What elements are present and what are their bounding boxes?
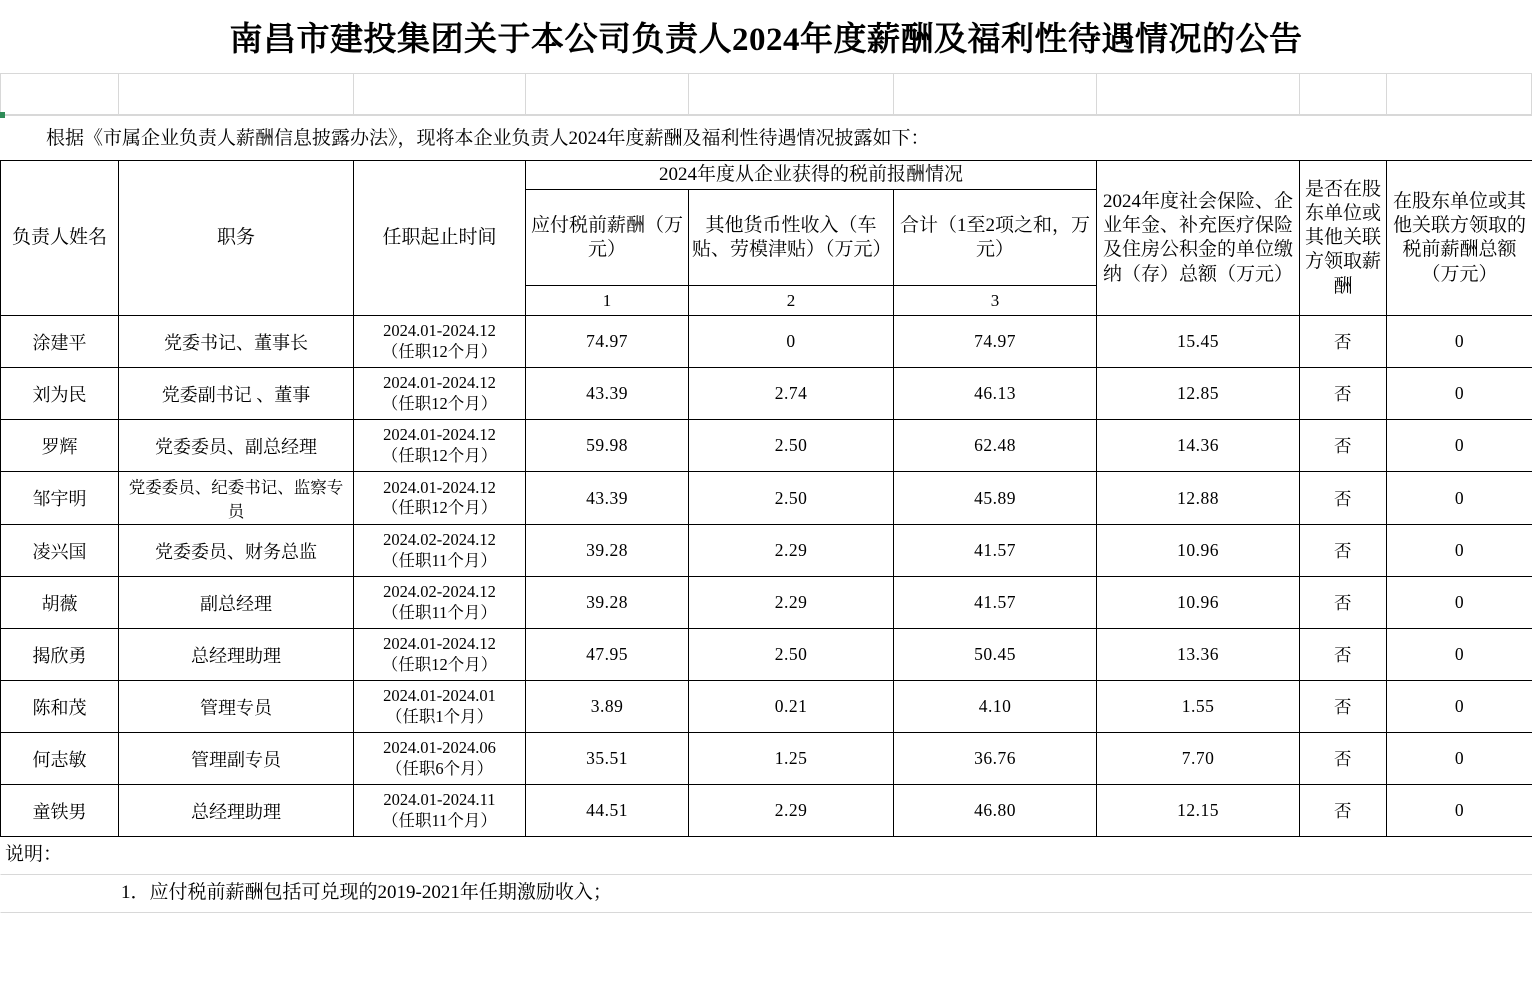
notes-section [0, 837, 1532, 912]
cell-name: 邹宇明 [1, 472, 119, 525]
cell-amount: 0 [1387, 629, 1532, 681]
cell-amount: 0 [1387, 577, 1532, 629]
cell-total: 50.45 [894, 629, 1097, 681]
period-line-2: （任职12个月） [381, 498, 498, 518]
cell-salary: 44.51 [526, 785, 689, 837]
period-line-1: 2024.01-2024.12 [383, 373, 496, 393]
period-line-1: 2024.01-2024.11 [383, 790, 496, 810]
cell-flag: 否 [1300, 316, 1387, 368]
cell-total: 36.76 [894, 733, 1097, 785]
cell-period [354, 420, 526, 472]
period-line-2: （任职12个月） [381, 654, 498, 674]
cell-flag: 否 [1300, 733, 1387, 785]
table-body [1, 316, 1532, 837]
cell-total: 41.57 [894, 525, 1097, 577]
cell-name: 何志敏 [1, 733, 119, 785]
cell-social: 12.85 [1097, 368, 1300, 420]
cell-amount: 0 [1387, 525, 1532, 577]
period-line-2: （任职11个月） [382, 602, 497, 622]
period-line-2: （任职12个月） [381, 393, 498, 413]
cell-flag: 否 [1300, 629, 1387, 681]
cell-social: 13.36 [1097, 629, 1300, 681]
th-name: 负责人姓名 [1, 161, 119, 316]
period-line-1: 2024.02-2024.12 [383, 582, 496, 602]
cell-salary: 39.28 [526, 525, 689, 577]
grid-line [688, 74, 689, 114]
cell-social: 12.15 [1097, 785, 1300, 837]
cell-name: 罗辉 [1, 420, 119, 472]
table-row [1, 368, 1532, 420]
th-num-3: 3 [894, 286, 1097, 316]
grid-line [1386, 74, 1387, 114]
cell-social: 10.96 [1097, 577, 1300, 629]
cell-post: 党委委员、副总经理 [119, 420, 354, 472]
period-line-1: 2024.01-2024.12 [383, 425, 496, 445]
cell-amount: 0 [1387, 420, 1532, 472]
cell-post: 党委副书记 、董事 [119, 368, 354, 420]
cell-period [354, 629, 526, 681]
cell-period [354, 472, 526, 525]
cell-salary: 43.39 [526, 472, 689, 525]
cell-other: 2.74 [689, 368, 894, 420]
th-salary: 应付税前薪酬（万元） [526, 190, 689, 286]
compensation-table [0, 160, 1532, 837]
cell-salary: 35.51 [526, 733, 689, 785]
grid-line [893, 74, 894, 114]
cell-other: 2.50 [689, 472, 894, 525]
cell-period [354, 681, 526, 733]
grid-line [525, 74, 526, 114]
cell-total: 62.48 [894, 420, 1097, 472]
table-row [1, 629, 1532, 681]
th-num-2: 2 [689, 286, 894, 316]
table-row [1, 681, 1532, 733]
table-row [1, 577, 1532, 629]
cell-post: 管理副专员 [119, 733, 354, 785]
period-line-2: （任职11个月） [382, 810, 497, 830]
cell-name: 陈和茂 [1, 681, 119, 733]
table-row [1, 733, 1532, 785]
cell-name: 涂建平 [1, 316, 119, 368]
cell-flag: 否 [1300, 785, 1387, 837]
green-marker-icon [0, 112, 5, 118]
cell-post: 总经理助理 [119, 785, 354, 837]
cell-amount: 0 [1387, 316, 1532, 368]
cell-post: 总经理助理 [119, 629, 354, 681]
period-line-2: （任职12个月） [381, 445, 498, 465]
cell-name: 凌兴国 [1, 525, 119, 577]
cell-other: 2.29 [689, 785, 894, 837]
cell-post: 党委委员、财务总监 [119, 525, 354, 577]
cell-total: 41.57 [894, 577, 1097, 629]
cell-other: 0 [689, 316, 894, 368]
page-title-wrap [0, 0, 1532, 73]
cell-other: 2.50 [689, 629, 894, 681]
cell-flag: 否 [1300, 420, 1387, 472]
cell-salary: 59.98 [526, 420, 689, 472]
cell-flag: 否 [1300, 577, 1387, 629]
note-item: 1．应付税前薪酬包括可兑现的2019-2021年任期激励收入； [0, 875, 1532, 913]
period-line-2: （任职6个月） [385, 758, 494, 778]
th-num-1: 1 [526, 286, 689, 316]
cell-social: 15.45 [1097, 316, 1300, 368]
cell-other: 0.21 [689, 681, 894, 733]
cell-social: 1.55 [1097, 681, 1300, 733]
th-shareholder-flag: 是否在股东单位或其他关联方领取薪酬 [1300, 161, 1387, 316]
cell-other: 1.25 [689, 733, 894, 785]
cell-total: 74.97 [894, 316, 1097, 368]
cell-amount: 0 [1387, 785, 1532, 837]
cell-name: 揭欣勇 [1, 629, 119, 681]
cell-flag: 否 [1300, 368, 1387, 420]
period-line-2: （任职1个月） [385, 706, 494, 726]
grid-line [353, 74, 354, 114]
th-other-income: 其他货币性收入（车贴、劳模津贴）（万元） [689, 190, 894, 286]
cell-name: 胡薇 [1, 577, 119, 629]
cell-social: 7.70 [1097, 733, 1300, 785]
cell-salary: 43.39 [526, 368, 689, 420]
period-line-1: 2024.01-2024.12 [383, 477, 496, 497]
cell-flag: 否 [1300, 681, 1387, 733]
cell-other: 2.29 [689, 577, 894, 629]
cell-social: 14.36 [1097, 420, 1300, 472]
page-title: 南昌市建投集团关于本公司负责人2024年度薪酬及福利性待遇情况的公告 [229, 22, 1303, 58]
grid-line [0, 74, 1, 114]
cell-total: 46.13 [894, 368, 1097, 420]
period-line-1: 2024.01-2024.06 [383, 738, 496, 758]
cell-salary: 47.95 [526, 629, 689, 681]
intro-paragraph: 根据《市属企业负责人薪酬信息披露办法》，现将本企业负责人2024年度薪酬及福利性待遇情况披露如下： [0, 115, 1532, 161]
cell-salary: 39.28 [526, 577, 689, 629]
cell-period [354, 368, 526, 420]
th-post: 职务 [119, 161, 354, 316]
cell-amount: 0 [1387, 681, 1532, 733]
th-group-pretax: 2024年度从企业获得的税前报酬情况 [526, 161, 1097, 190]
th-social-insurance: 2024年度社会保险、企业年金、补充医疗保险及住房公积金的单位缴纳（存）总额（万元） [1097, 161, 1300, 316]
grid-line [118, 74, 119, 114]
cell-salary: 74.97 [526, 316, 689, 368]
cell-period [354, 785, 526, 837]
th-period: 任职起止时间 [354, 161, 526, 316]
th-shareholder-amount: 在股东单位或其他关联方领取的税前薪酬总额（万元） [1387, 161, 1532, 316]
cell-amount: 0 [1387, 472, 1532, 525]
period-line-1: 2024.01-2024.12 [383, 634, 496, 654]
cell-post: 党委书记、董事长 [119, 316, 354, 368]
cell-other: 2.29 [689, 525, 894, 577]
cell-name: 童铁男 [1, 785, 119, 837]
cell-period [354, 525, 526, 577]
table-row [1, 472, 1532, 525]
cell-name: 刘为民 [1, 368, 119, 420]
spacer-grid-row [0, 73, 1532, 115]
table-row [1, 525, 1532, 577]
cell-period [354, 316, 526, 368]
period-line-1: 2024.02-2024.12 [383, 530, 496, 550]
cell-period [354, 733, 526, 785]
cell-salary: 3.89 [526, 681, 689, 733]
cell-total: 45.89 [894, 472, 1097, 525]
grid-line [1096, 74, 1097, 114]
cell-social: 12.88 [1097, 472, 1300, 525]
cell-flag: 否 [1300, 525, 1387, 577]
cell-flag: 否 [1300, 472, 1387, 525]
cell-period [354, 577, 526, 629]
notes-label: 说明： [0, 837, 1532, 875]
period-line-1: 2024.01-2024.01 [383, 686, 496, 706]
table-row [1, 785, 1532, 837]
cell-total: 4.10 [894, 681, 1097, 733]
cell-post: 管理专员 [119, 681, 354, 733]
cell-amount: 0 [1387, 733, 1532, 785]
table-row [1, 316, 1532, 368]
table-row [1, 420, 1532, 472]
cell-other: 2.50 [689, 420, 894, 472]
cell-post: 副总经理 [119, 577, 354, 629]
cell-social: 10.96 [1097, 525, 1300, 577]
period-line-1: 2024.01-2024.12 [383, 321, 496, 341]
period-line-2: （任职12个月） [381, 341, 498, 361]
cell-amount: 0 [1387, 368, 1532, 420]
cell-post: 党委委员、纪委书记、监察专员 [119, 472, 354, 525]
grid-line [1299, 74, 1300, 114]
period-line-2: （任职11个月） [382, 550, 497, 570]
cell-total: 46.80 [894, 785, 1097, 837]
th-total: 合计（1至2项之和，万元） [894, 190, 1097, 286]
